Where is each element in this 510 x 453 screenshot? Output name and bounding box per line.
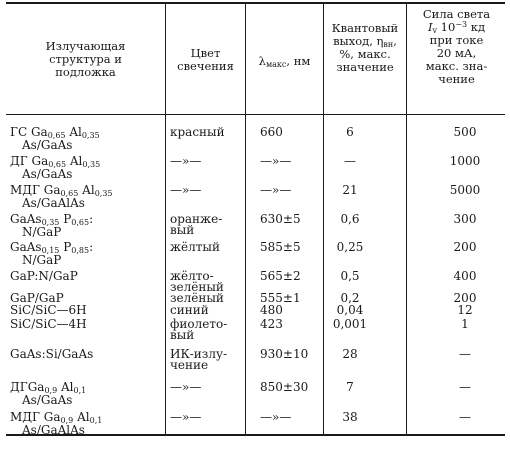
- intensity-cell: 500: [453, 125, 477, 139]
- structure-cell: GaP:N/GaP: [10, 269, 78, 283]
- color-cell: ИК-излу-: [170, 347, 228, 361]
- intensity-cell: —: [459, 347, 471, 361]
- quantum-yield-cell: 38: [342, 410, 358, 424]
- column-divider-4: [406, 4, 407, 434]
- header-quantum-yield: Квантовый выход, $\eta_{вн}$, %, макс. значение: [331, 21, 399, 74]
- quantum-yield-cell: 21: [342, 183, 358, 197]
- color-cell: жёлто-: [170, 269, 214, 283]
- wavelength-cell: —»—: [260, 183, 292, 197]
- quantum-yield-cell: 7: [346, 380, 354, 394]
- color-cell-line2: вый: [170, 223, 195, 237]
- intensity-cell: 5000: [449, 183, 481, 197]
- header-bottom-rule: [6, 114, 505, 115]
- intensity-cell: —: [459, 380, 471, 394]
- wavelength-cell: 585±5: [260, 240, 301, 254]
- quantum-yield-cell: 6: [346, 125, 354, 139]
- color-cell: —»—: [170, 154, 202, 168]
- color-cell: оранже-: [170, 212, 223, 226]
- color-cell-line2: зелёный: [170, 280, 224, 294]
- structure-cell: GaAs$_{0,35}$ $P_{0,65}$:: [10, 212, 94, 227]
- intensity-cell: 1: [461, 317, 469, 331]
- quantum-yield-cell: 0,5: [340, 269, 360, 283]
- wavelength-cell: 850±30: [260, 380, 309, 394]
- structure-cell-line2: As/GaAs: [22, 138, 73, 152]
- wavelength-cell: —»—: [260, 410, 292, 424]
- wavelength-cell: 565±2: [260, 269, 301, 283]
- wavelength-cell: 630±5: [260, 212, 301, 226]
- structure-cell-line2: As/GaAs: [22, 167, 73, 181]
- structure-cell: SiC/SiC—4H: [10, 317, 87, 331]
- intensity-cell: 300: [453, 212, 477, 226]
- structure-cell-line2: N/GaP: [22, 253, 62, 267]
- intensity-cell: 1000: [449, 154, 481, 168]
- column-divider-3: [323, 4, 324, 434]
- color-cell: зелёный: [170, 291, 224, 305]
- wavelength-cell: 930±10: [260, 347, 309, 361]
- wavelength-cell: 480: [260, 303, 283, 317]
- structure-cell: МДГ $Ga_{0,9}$ $Al_{0,1}$: [10, 410, 103, 425]
- color-cell: жёлтый: [170, 240, 220, 254]
- structure-cell: GaAs:Si/GaAs: [10, 347, 94, 361]
- quantum-yield-cell: —: [344, 154, 356, 168]
- color-cell: синий: [170, 303, 209, 317]
- structure-cell: GaAs$_{0,15}$ $P_{0,85}$:: [10, 240, 94, 255]
- column-divider-2: [245, 4, 246, 434]
- column-divider-1: [165, 4, 166, 434]
- wavelength-cell: —»—: [260, 154, 292, 168]
- structure-cell-line2: As/GaAs: [22, 393, 73, 407]
- structure-cell: МДГ $Ga_{0,65}$ $Al_{0,35}$: [10, 183, 113, 198]
- quantum-yield-cell: 0,25: [336, 240, 364, 254]
- intensity-cell: 12: [457, 303, 473, 317]
- color-cell-line2: вый: [170, 328, 195, 342]
- intensity-cell: —: [459, 410, 471, 424]
- color-cell: —»—: [170, 410, 202, 424]
- header-structure: Излучающая структура и подложка: [45, 39, 126, 79]
- header-color: Цвет свечения: [177, 46, 234, 73]
- color-cell: —»—: [170, 183, 202, 197]
- structure-cell: GaP/GaP: [10, 291, 64, 305]
- structure-cell: SiC/SiC—6H: [10, 303, 87, 317]
- quantum-yield-cell: 0,001: [332, 317, 368, 331]
- structure-cell: ДГ $Ga_{0,65}$ $Al_{0,35}$: [10, 154, 101, 169]
- structure-cell-line2: As/GaAlAs: [22, 423, 85, 437]
- color-cell-line2: чение: [170, 358, 209, 372]
- quantum-yield-cell: 0,6: [340, 212, 360, 226]
- quantum-yield-cell: 28: [342, 347, 358, 361]
- intensity-cell: 200: [453, 291, 477, 305]
- wavelength-cell: 423: [260, 317, 283, 331]
- wavelength-cell: 555±1: [260, 291, 301, 305]
- structure-cell: ДГGa$_{0,9}$ $Al_{0,1}$: [10, 380, 87, 395]
- header-luminous-intensity: Сила света $I_v$ $10^{-3}$ кд при токе 20 мА, макс. зна- чение: [422, 7, 491, 86]
- intensity-cell: 200: [453, 240, 477, 254]
- intensity-cell: 400: [453, 269, 477, 283]
- structure-cell: ГС $Ga_{0,65}$ $Al_{0,35}$: [10, 125, 100, 140]
- header-wavelength: $\lambda_{макс}$, нм: [258, 54, 311, 69]
- quantum-yield-cell: 0,2: [340, 291, 360, 305]
- table-top-rule: [6, 2, 505, 4]
- quantum-yield-cell: 0,04: [336, 303, 364, 317]
- color-cell: —»—: [170, 380, 202, 394]
- structure-cell-line2: N/GaP: [22, 225, 62, 239]
- structure-cell-line2: As/GaAlAs: [22, 196, 85, 210]
- wavelength-cell: 660: [260, 125, 283, 139]
- color-cell: красный: [170, 125, 225, 139]
- color-cell: фиолето-: [170, 317, 228, 331]
